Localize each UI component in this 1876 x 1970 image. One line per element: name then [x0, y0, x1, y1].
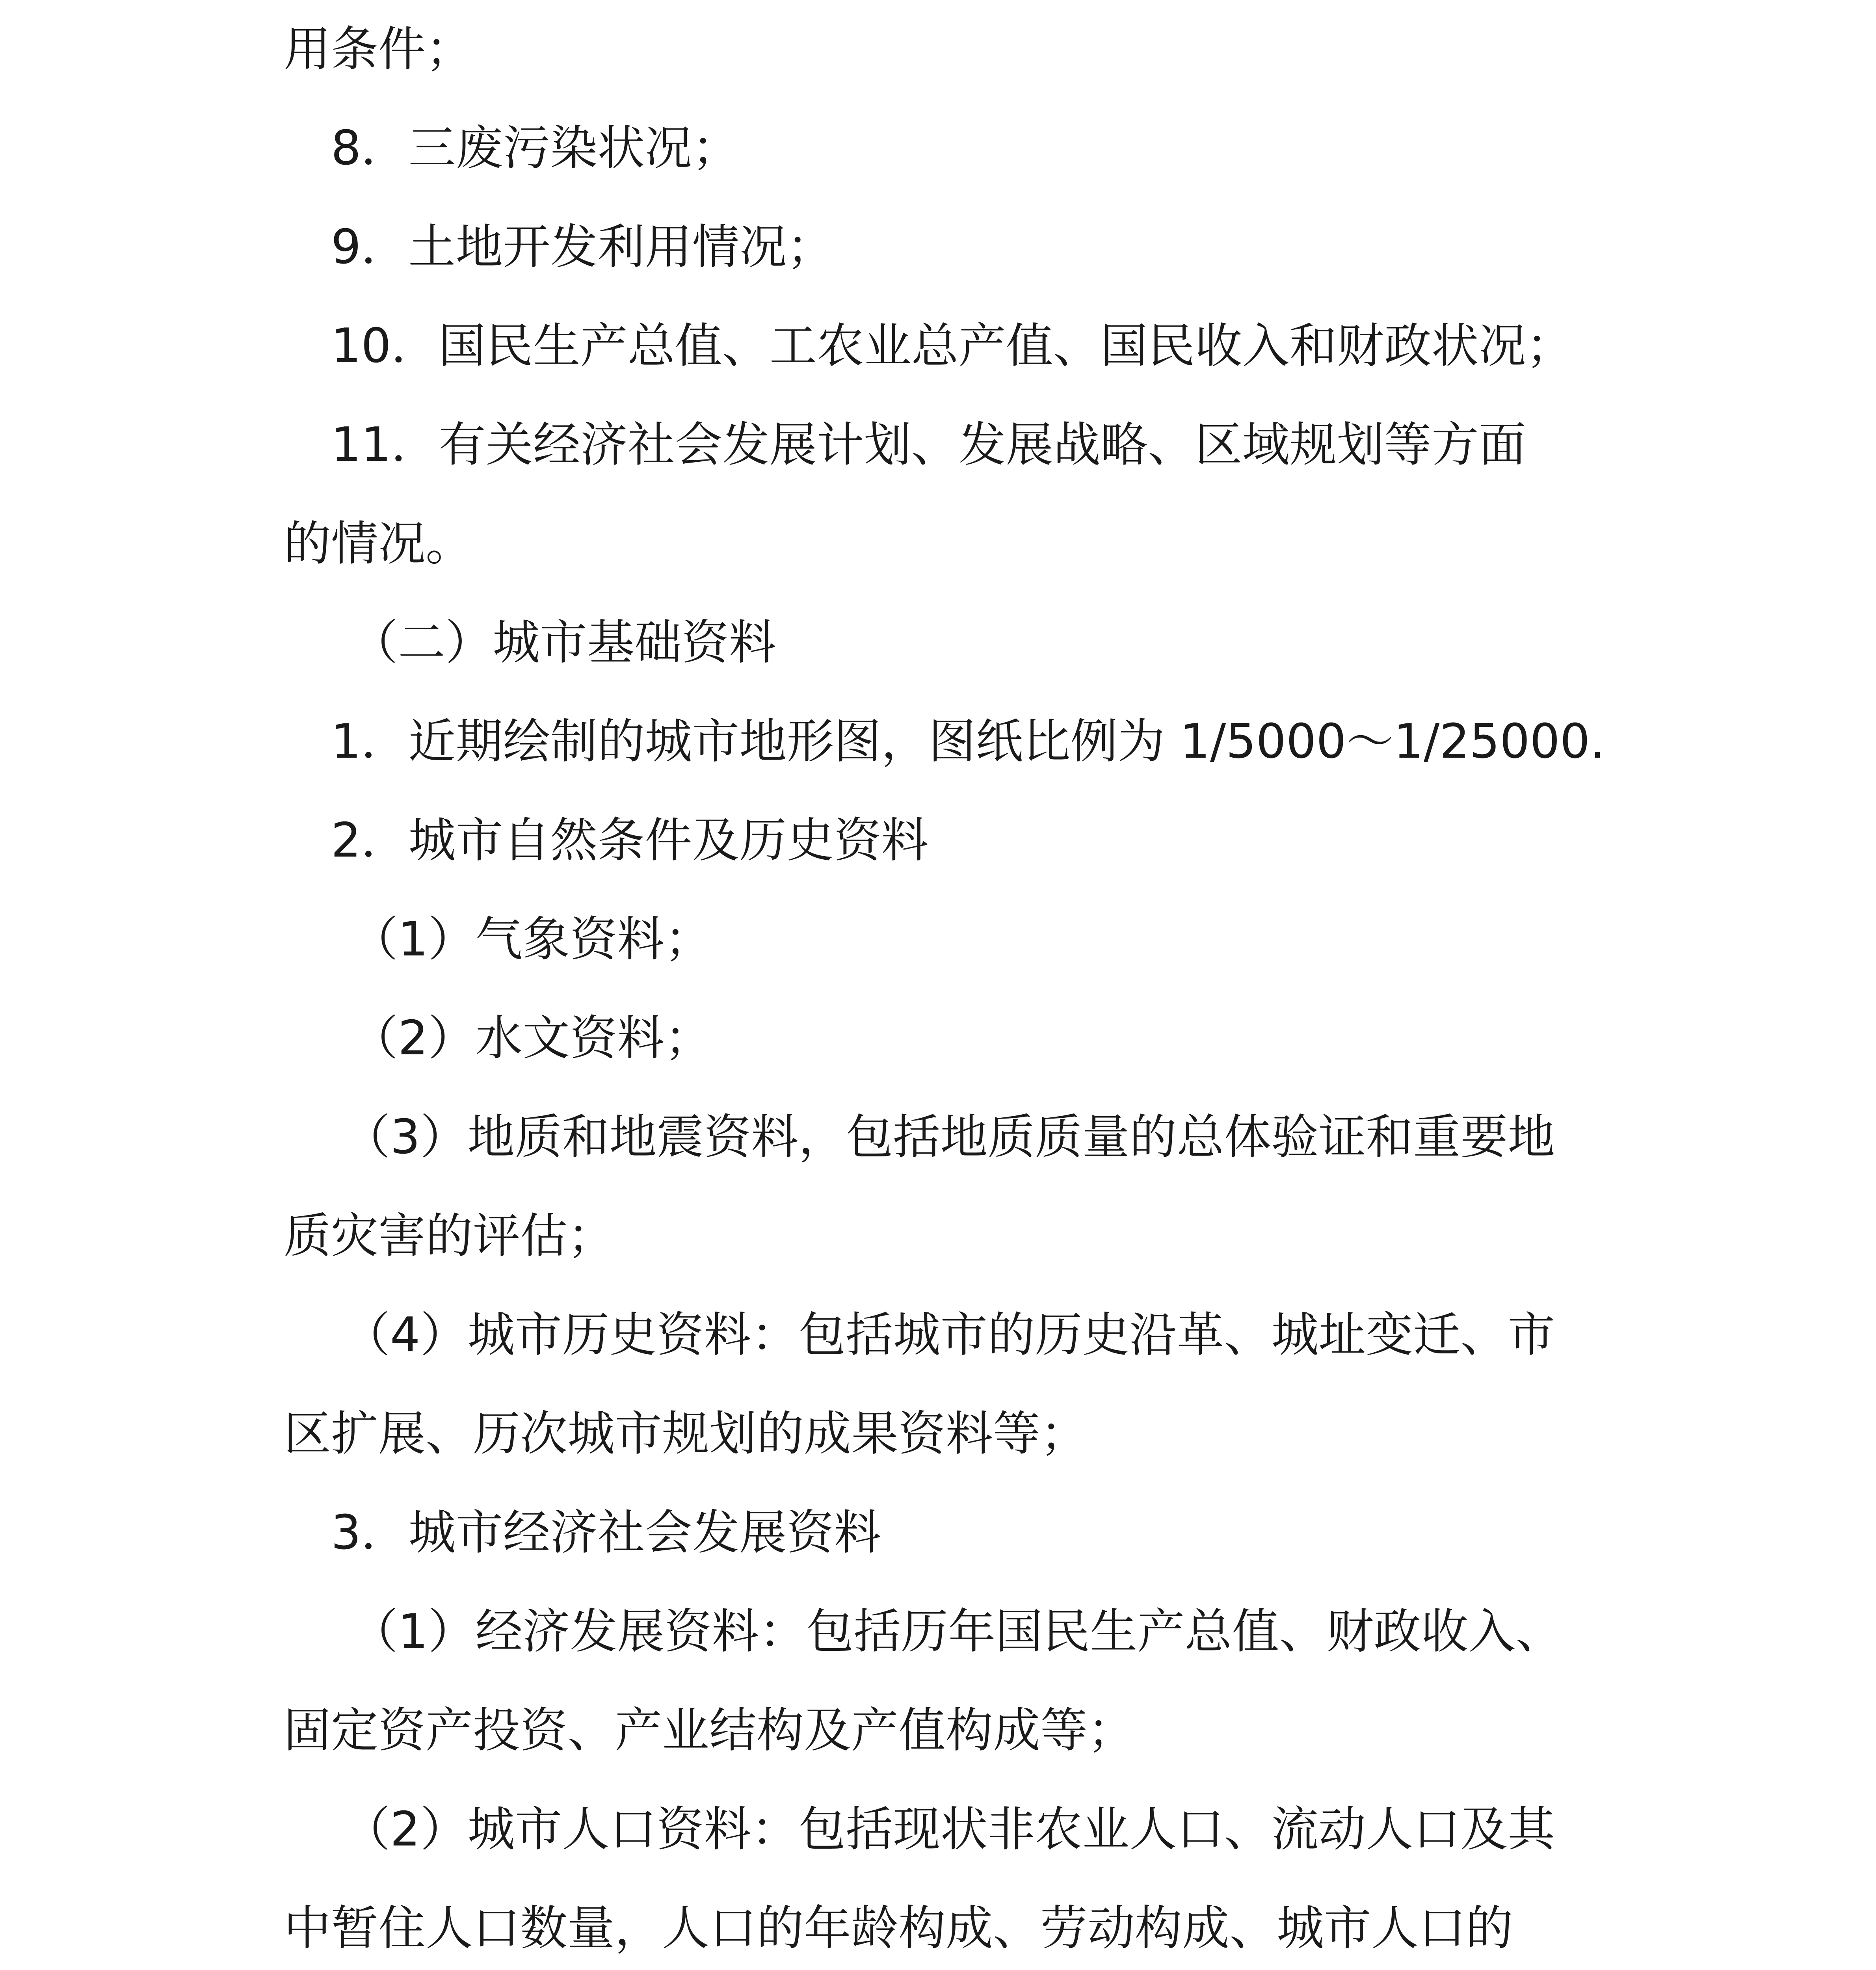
list-item: 10．国民生产总值、工农业总产值、国民收入和财政状况； [331, 319, 1573, 374]
list-item: 9．土地开发利用情况； [331, 220, 834, 275]
sub-list-item: （4）城市历史资料：包括城市的历史沿革、城址变迁、市 [343, 1308, 1555, 1362]
text-line: 区扩展、历次城市规划的成果资料等； [284, 1407, 1088, 1461]
text-line: 质灾害的评估； [284, 1209, 615, 1264]
section-heading: （二）城市基础资料 [351, 615, 776, 670]
document-body [284, 0, 1605, 1970]
list-item: 8．三废污染状况； [331, 121, 740, 176]
list-item: 1．近期绘制的城市地形图，图纸比例为 1/5000～1/25000. [331, 714, 1605, 769]
sub-list-item: （2）水文资料； [351, 1011, 712, 1066]
sub-list-item: （1）气象资料； [351, 912, 712, 967]
list-item: 3．城市经济社会发展资料 [331, 1505, 881, 1560]
sub-list-item: （1）经济发展资料：包括历年国民生产总值、财政收入、 [351, 1604, 1563, 1659]
text-line: 固定资产投资、产业结构及产值构成等； [284, 1703, 1135, 1758]
text-line: 中暂住人口数量，人口的年龄构成、劳动构成、城市人口的 [284, 1901, 1513, 1956]
list-item: 2．城市自然条件及历史资料 [331, 813, 929, 868]
list-item: 11．有关经济社会发展计划、发展战略、区域规划等方面 [331, 418, 1526, 472]
sub-list-item: （3）地质和地震资料，包括地质质量的总体验证和重要地 [343, 1110, 1555, 1165]
sub-list-item: （2）城市人口资料：包括现状非农业人口、流动人口及其 [343, 1802, 1555, 1857]
text-line: 用条件； [284, 22, 473, 77]
text-line: 的情况。 [284, 517, 473, 571]
